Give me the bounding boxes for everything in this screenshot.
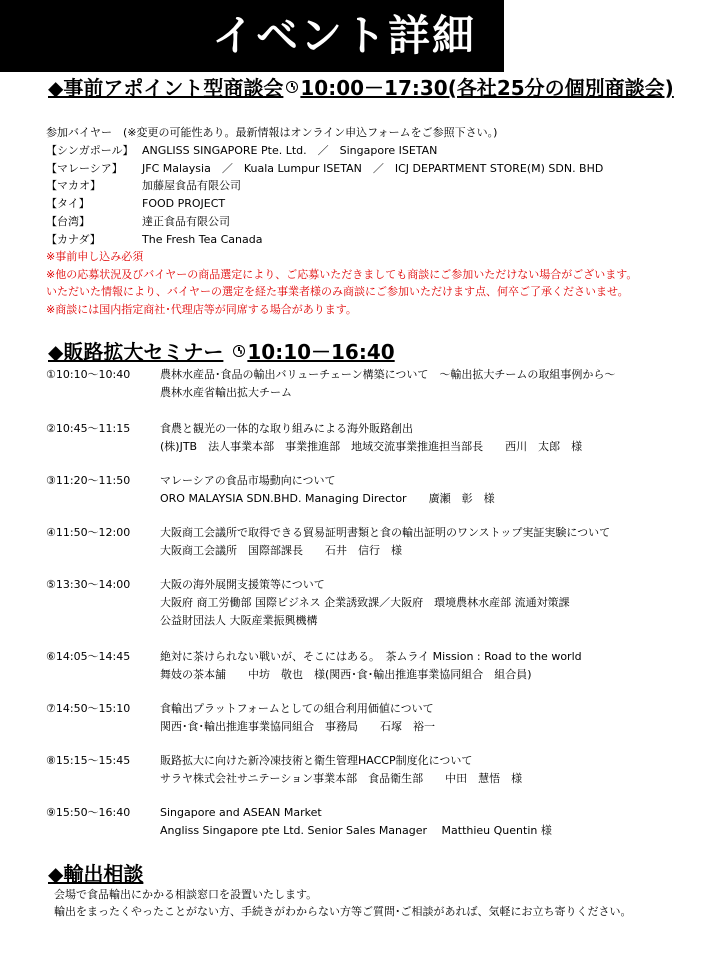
buyer-name: The Fresh Tea Canada: [142, 232, 263, 246]
page-title: イベント詳細: [0, 0, 504, 72]
session-topic: 農林水産品･食品の輸出バリューチェーン構築について ～輸出拡大チームの取組事例から～: [160, 368, 616, 381]
buyer-region: 【台湾】: [46, 214, 90, 228]
session-speaker: 関西･食･輸出推進事業協同組合 事務局 石塚 裕一: [160, 720, 435, 733]
session-speaker: ORO MALAYSIA SDN.BHD. Managing Director 廣瀬 彰 様: [160, 492, 495, 505]
buyer-region: 【カナダ】: [46, 232, 101, 246]
seminar-heading-label: ◆販路拡大セミナー: [48, 340, 224, 364]
session-time: ④11:50～12:00: [46, 526, 131, 539]
session-time: ②10:45～11:15: [46, 422, 131, 435]
session-time: ⑨15:50～16:40: [46, 806, 131, 819]
seminar-session: [46, 576, 570, 630]
session-time: ⑥14:05～14:45: [46, 650, 131, 663]
session-details: [160, 648, 582, 684]
seminar-session: [46, 804, 552, 840]
seminar-session: [46, 700, 435, 736]
session-speaker: Angliss Singapore pte Ltd. Senior Sales Manager Matthieu Quentin 様: [160, 824, 552, 837]
buyer-region: 【マカオ】: [46, 179, 101, 193]
export-consult-line-1: 会場で食品輸出にかかる相談窓口を設置いたします。: [54, 888, 318, 901]
note-line: ※事前申し込み必須: [46, 250, 144, 263]
session-details: [160, 472, 495, 508]
session-topic: 食農と観光の一体的な取り組みによる海外販路創出: [160, 422, 413, 435]
seminar-time: 10:10－16:40: [247, 340, 395, 364]
session-time: ①10:10～10:40: [46, 368, 131, 381]
clock-icon: [286, 81, 298, 93]
note-line: ※商談には国内指定商社･代理店等が同席する場合があります。: [46, 303, 357, 317]
session-topic: 販路拡大に向けた新冷凍技術と衛生管理HACCP制度化について: [160, 754, 473, 767]
session-topic: 大阪の海外展開支援策等について: [160, 578, 325, 591]
buyer-row: [46, 231, 262, 249]
session-details: [160, 366, 615, 402]
seminar-session: [46, 366, 615, 402]
session-details: [160, 420, 582, 456]
session-details: [160, 700, 435, 736]
session-details: [160, 804, 552, 840]
session-time: ⑧15:15～15:45: [46, 754, 131, 767]
export-consult-line-2: 輸出をまったくやったことがない方、手続きがわからない方等ご質問･ご相談があれば、気軽にお立ち寄りください。: [54, 905, 632, 918]
buyer-row: [46, 213, 230, 231]
session-speaker: 公益財団法人 大阪産業振興機構: [160, 614, 318, 627]
seminar-session: [46, 420, 582, 456]
session-speaker: 大阪商工会議所 国際部課長 石井 信行 様: [160, 544, 402, 557]
session-speaker: (株)JTB 法人事業本部 事業推進部 地域交流事業推進担当部長 西川 太郎 様: [160, 440, 583, 453]
buyer-row: [46, 195, 225, 213]
buyer-name: 加藤屋食品有限公司: [142, 179, 241, 193]
buyer-region: 【タイ】: [46, 197, 90, 211]
session-details: [160, 752, 522, 788]
buyer-name: JFC Malaysia ／ Kuala Lumpur ISETAN ／ ICJ DEPARTMENT STORE(M) SDN. BHD: [142, 161, 604, 175]
session-speaker: 舞妓の茶本舗 中坊 敬也 様(関西･食･輸出推進事業協同組合 組合員): [160, 668, 532, 681]
session-topic: 絶対に茶けられない戦いが、そこにはある。 茶ムライ Mission : Road to the world: [160, 650, 582, 663]
note-line: いただいた情報により、バイヤーの選定を経た事業者様のみ商談にご参加いただけます点、何卒ご了承くださいませ。: [46, 285, 629, 299]
business-meeting-time: 10:00－17:30(各社25分の個別商談会): [300, 76, 674, 100]
seminar-session: [46, 648, 582, 684]
note-line: ※他の応募状況及びバイヤーの商品選定により、ご応募いただきましても商談にご参加いただけない場合がございます。: [46, 267, 638, 281]
buyer-row: [46, 142, 437, 160]
session-topic: Singapore and ASEAN Market: [160, 806, 322, 819]
buyer-name: 達正食品有限公司: [142, 214, 230, 228]
seminar-session: [46, 752, 522, 788]
seminar-session: [46, 524, 610, 560]
export-consult-heading: [48, 862, 143, 886]
buyer-name: FOOD PROJECT: [142, 197, 226, 211]
buyer-region: 【マレーシア】: [46, 161, 123, 175]
session-topic: マレーシアの食品市場動向について: [160, 474, 336, 487]
session-speaker: 大阪府 商工労働部 国際ビジネス 企業誘致課／大阪府 環境農林水産部 流通対策課: [160, 596, 570, 609]
business-meeting-heading: [48, 76, 674, 100]
session-speaker: サラヤ株式会社サニテーション事業本部 食品衛生部 中田 慧悟 様: [160, 772, 523, 785]
buyer-row: [46, 160, 603, 178]
business-meeting-heading-label: ◆事前アポイント型商談会: [48, 76, 284, 100]
seminar-session: [46, 472, 495, 508]
session-speaker: 農林水産省輸出拡大チーム: [160, 386, 292, 399]
buyers-intro: 参加バイヤー (※変更の可能性あり。最新情報はオンライン申込フォームをご参照下さい。): [46, 126, 498, 139]
clock-icon: [233, 345, 245, 357]
export-consult-heading-label: ◆輸出相談: [48, 862, 144, 886]
buyer-name: ANGLISS SINGAPORE Pte. Ltd. ／ Singapore ISETAN: [142, 144, 438, 157]
buyer-row: [46, 177, 241, 195]
session-details: [160, 524, 610, 560]
seminar-heading: [48, 340, 395, 364]
session-time: ③11:20～11:50: [46, 474, 131, 487]
session-details: [160, 576, 570, 630]
session-time: ⑦14:50～15:10: [46, 702, 131, 715]
session-time: ⑤13:30～14:00: [46, 578, 131, 591]
session-topic: 食輸出プラットフォームとしての組合利用価値について: [160, 702, 434, 715]
session-topic: 大阪商工会議所で取得できる貿易証明書類と食の輸出証明のワンストップ実証実験について: [160, 526, 611, 539]
buyer-region: 【シンガポール】: [46, 144, 134, 157]
